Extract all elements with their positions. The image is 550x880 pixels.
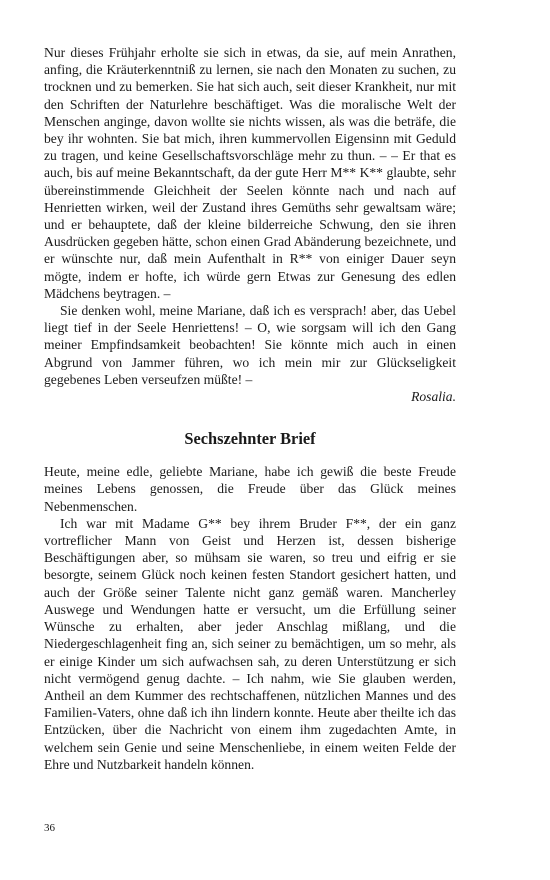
paragraph: Heute, meine edle, geliebte Mariane, habe ich gewiß die beste Freude meines Lebens genossen, die Freude über das Glück meines Nebenmenschen.	[44, 464, 456, 514]
paragraph: Sie denken wohl, meine Mariane, daß ich es versprach! aber, das Uebel liegt tief in der Seele Henriettens! – O, wie sorgsam will ich den Gang meiner Empfindsamkeit beobachten! Sie könnte mich auch in einen Abgrund von Jammer führen, wo ich mein mir zur Glückseligkeit gegebenes Leben verseufzen müßte! –	[44, 303, 456, 387]
paragraph: Nur dieses Frühjahr erholte sie sich in etwas, da sie, auf mein Anrathen, anfing, die Kräuterkenntniß zu lernen, sie nach den Monaten zu suchen, zu trocknen und zu bemerken. Sie hat sich auch, seit dieser Krankheit, nur mit den Schriften der Naturlehre beschäftiget. Was die moralische Welt der Menschen anginge, davon wollte sie nichts wissen, als was die beträfe, die bey ihr wohnten. Sie bat mich, ihren kummervollen Eigensinn mit Geduld zu tragen, und keine Gesellschaftsvorschläge mehr zu thun. – – Er that es auch, bis auf meine Bekanntschaft, da der gute Herr M** K** glaubte, sehr übereinstimmende Gleichheit der Seelen könnte nach und nach auf Henrietten wirken, weil der Zustand ihres Gemüths sehr gewaltsam wäre; und er behauptete, daß der kleine bilderreiche Schwung, den sie ihren Ausdrücken gegeben hätte, schon einen Grad Abänderung bezeichnete, und er wünschte nur, daß mein Aufenthalt in R** von einiger Dauer seyn mögte, indem er hofte, ich würde gern Etwas zur Genesung des edlen Mädchens beytragen. –	[44, 45, 456, 301]
page-number: 36	[44, 822, 55, 834]
letter-heading: Sechszehnter Brief	[184, 429, 316, 449]
book-page	[44, 44, 456, 773]
letter-signature: Rosalia.	[411, 389, 456, 405]
paragraph: Ich war mit Madame G** bey ihrem Bruder F**, der ein ganz vortreflicher Mann von Geist und Herzen ist, dessen bisherige Beschäftigungen aber, so mühsam sie waren, so treu und eifrig er sie besorgte, seinem Glück noch keinen festen Standort gesichert hatten, und auch der Größe seiner Talente nicht ganz gemäß waren. Mancherley Auswege und Wendungen hatte er versucht, um die Erfüllung seiner Wünsche zu erhalten, aber jeder Anschlag mißlang, und die Niedergeschlagenheit fing an, sich seiner zu bemächtigen, um so mehr, als er einige Kinder um sich aufwachsen sah, zu deren Unterstützung er sich nicht vermögend genug dachte. – Ich nahm, wie Sie glauben werden, Antheil an dem Kummer des rechtschaffenen, nützlichen Mannes und des Familien-Vaters, ohne daß ich ihn lindern konnte. Heute aber theilte ich das Entzücken, über die Nachricht von einem ihm zugedachten Amte, in welchem sein Genie und seine Menschenliebe, in einem weiten Felde der Ehre und Nutzbarkeit handeln können.	[44, 515, 456, 772]
